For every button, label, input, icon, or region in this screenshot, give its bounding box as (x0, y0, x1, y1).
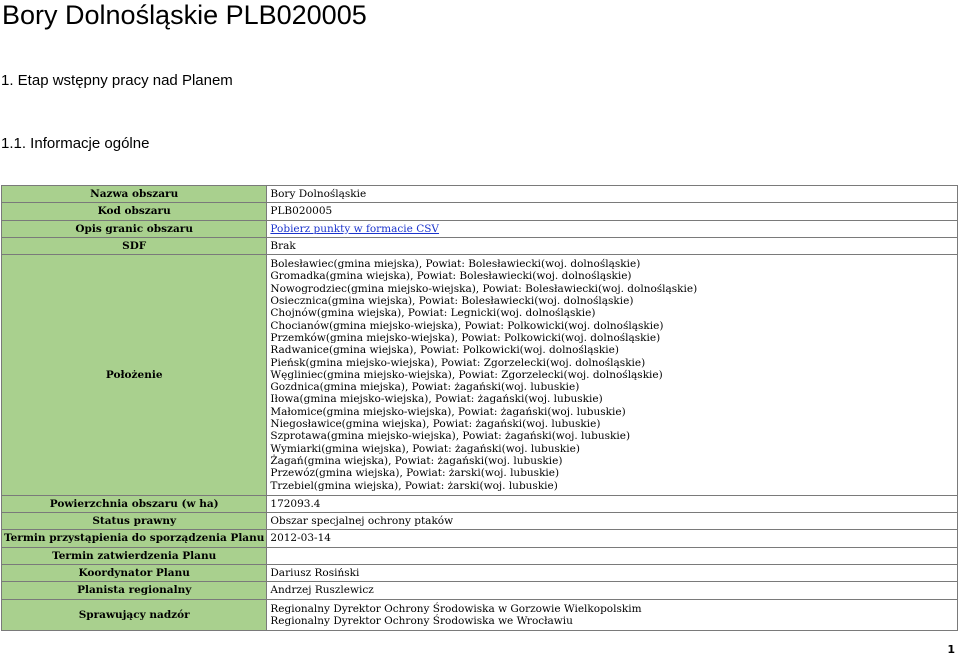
location-item: Żagań(gmina wiejska), Powiat: żagański(woj. lubuskie) (270, 454, 563, 467)
location-item: Węgliniec(gmina miejsko-wiejska), Powiat: Zgorzelecki(woj. dolnośląskie) (270, 368, 663, 381)
location-item: Pieńsk(gmina miejsko-wiejska), Powiat: Zgorzelecki(woj. dolnośląskie) (270, 356, 646, 369)
table-row (2, 513, 958, 530)
location-item: Gromadka(gmina wiejska), Powiat: Bolesławiecki(woj. dolnośląskie) (270, 270, 632, 283)
table-row (2, 186, 958, 203)
page-number: 1 (947, 643, 955, 656)
row-label: Koordynator Planu (2, 565, 267, 582)
row-label: Nazwa obszaru (2, 186, 267, 203)
table-row (2, 255, 958, 496)
row-label: Planista regionalny (2, 582, 267, 599)
coordinator-value: Dariusz Rosiński (267, 565, 958, 582)
row-label: Termin przystąpienia do sporządzenia Planu (2, 530, 267, 547)
location-item: Osiecznica(gmina wiejska), Powiat: Bolesławiecki(woj. dolnośląskie) (270, 295, 634, 308)
location-item: Przewóz(gmina wiejska), Powiat: żarski(woj. lubuskie) (270, 467, 560, 480)
table-row (2, 565, 958, 582)
page-title: Bory Dolnośląskie PLB020005 (2, 0, 367, 30)
table-row (2, 237, 958, 254)
approval-date-value (267, 547, 958, 564)
table-row (2, 220, 958, 237)
location-item: Chocianów(gmina miejsko-wiejska), Powiat: Polkowicki(woj. dolnośląskie) (270, 319, 664, 332)
area-size-value: 172093.4 (267, 495, 958, 512)
location-item: Szprotawa(gmina miejsko-wiejska), Powiat: żagański(woj. lubuskie) (270, 430, 631, 443)
info-table (1, 185, 958, 631)
table-row (2, 530, 958, 547)
table-row (2, 547, 958, 564)
location-list (267, 255, 958, 496)
supervisor-item: Regionalny Dyrektor Ochrony Środowiska we Wrocławiu (270, 614, 573, 627)
location-item: Radwanice(gmina wiejska), Powiat: Polkowicki(woj. dolnośląskie) (270, 344, 619, 357)
location-item: Nowogrodziec(gmina miejsko-wiejska), Powiat: Bolesławiecki(woj. dolnośląskie) (270, 282, 698, 295)
table-row (2, 495, 958, 512)
row-label: Status prawny (2, 513, 267, 530)
location-item: Iłowa(gmina miejsko-wiejska), Powiat: żagański(woj. lubuskie) (270, 393, 603, 406)
sdf-value: Brak (267, 237, 958, 254)
row-label: Termin zatwierdzenia Planu (2, 547, 267, 564)
location-item: Trzebiel(gmina wiejska), Powiat: żarski(woj. lubuskie) (270, 479, 558, 492)
supervisor-item: Regionalny Dyrektor Ochrony Środowiska w Gorzowie Wielkopolskim (270, 602, 642, 615)
row-label: Kod obszaru (2, 203, 267, 220)
row-label: Sprawujący nadzór (2, 599, 267, 631)
area-code-value: PLB020005 (267, 203, 958, 220)
row-label: Położenie (2, 255, 267, 496)
row-label: Powierzchnia obszaru (w ha) (2, 495, 267, 512)
table-row (2, 599, 958, 631)
location-item: Chojnów(gmina wiejska), Powiat: Legnicki(woj. dolnośląskie) (270, 307, 596, 320)
section-heading: 1. Etap wstępny pracy nad Planem (1, 72, 233, 89)
location-item: Małomice(gmina miejsko-wiejska), Powiat: żagański(woj. lubuskie) (270, 405, 626, 418)
subsection-heading: 1.1. Informacje ogólne (1, 135, 150, 152)
location-item: Bolesławiec(gmina miejska), Powiat: Bolesławiecki(woj. dolnośląskie) (270, 258, 641, 271)
location-item: Gozdnica(gmina miejska), Powiat: żagański(woj. lubuskie) (270, 381, 580, 394)
location-item: Przemków(gmina miejsko-wiejska), Powiat: Polkowicki(woj. dolnośląskie) (270, 331, 661, 344)
table-row (2, 203, 958, 220)
row-label: SDF (2, 237, 267, 254)
planner-value: Andrzej Ruszlewicz (267, 582, 958, 599)
area-name-value: Bory Dolnośląskie (267, 186, 958, 203)
table-row (2, 582, 958, 599)
location-item: Niegosławice(gmina wiejska), Powiat: żagański(woj. lubuskie) (270, 418, 601, 431)
start-date-value: 2012-03-14 (267, 530, 958, 547)
legal-status-value: Obszar specjalnej ochrony ptaków (267, 513, 958, 530)
row-label: Opis granic obszaru (2, 220, 267, 237)
supervisor-list (267, 599, 958, 631)
download-csv-link[interactable]: Pobierz punkty w formacie CSV (270, 222, 440, 235)
location-item: Wymiarki(gmina wiejska), Powiat: żagański(woj. lubuskie) (270, 442, 580, 455)
